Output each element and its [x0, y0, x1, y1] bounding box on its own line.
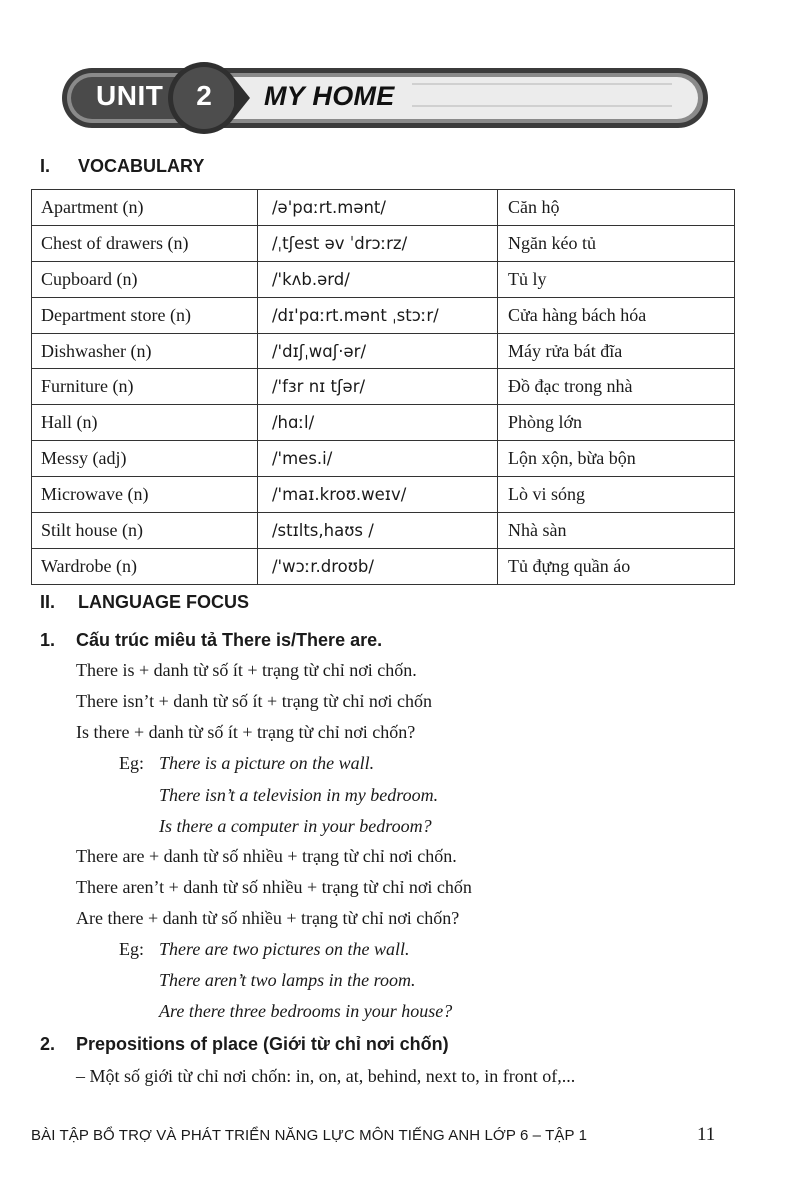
section-language-focus-heading [40, 592, 249, 613]
item-number: 1. [40, 630, 56, 650]
vocab-word: Furniture (n) [32, 369, 258, 405]
vocabulary-table [31, 189, 735, 585]
focus-item-1-heading [40, 630, 382, 651]
vocab-meaning: Tủ đựng quần áo [498, 548, 735, 584]
vocab-meaning: Ngăn kéo tủ [498, 225, 735, 261]
vocab-meaning: Căn hộ [498, 190, 735, 226]
vocabulary-row [32, 548, 735, 584]
section-number: II. [40, 592, 56, 612]
vocab-meaning: Lò vi sóng [498, 477, 735, 513]
section-number: I. [40, 156, 51, 176]
unit-label: UNIT [96, 80, 164, 111]
example-sentence: There aren’t two lamps in the room. [159, 970, 416, 990]
vocab-pronunciation: /hɑːl/ [258, 405, 498, 441]
vocab-meaning: Phòng lớn [498, 405, 735, 441]
example-sentence: Are there three bedrooms in your house? [159, 1001, 453, 1021]
vocabulary-row [32, 513, 735, 549]
vocab-pronunciation: /'mes.i/ [258, 441, 498, 477]
example-label: Eg: [119, 753, 144, 773]
section-title: VOCABULARY [78, 156, 205, 176]
vocab-pronunciation: /stɪlts,haʊs / [258, 513, 498, 549]
vocabulary-row [32, 297, 735, 333]
vocab-word: Microwave (n) [32, 477, 258, 513]
vocab-word: Stilt house (n) [32, 513, 258, 549]
unit-banner [62, 60, 714, 140]
vocabulary-row [32, 261, 735, 297]
vocab-meaning: Đồ đạc trong nhà [498, 369, 735, 405]
vocabulary-row [32, 190, 735, 226]
example-sentence: Is there a computer in your bedroom? [159, 816, 432, 836]
vocabulary-row [32, 405, 735, 441]
vocab-meaning: Cửa hàng bách hóa [498, 297, 735, 333]
footer-book-title: BÀI TẬP BỔ TRỢ VÀ PHÁT TRIỂN NĂNG LỰC MÔN TIẾNG ANH LỚP 6 – TẬP 1 [31, 1127, 588, 1144]
vocab-pronunciation: /ˌtʃest əv ˈdrɔːrz/ [258, 225, 498, 261]
vocab-meaning: Nhà sàn [498, 513, 735, 549]
vocab-word: Wardrobe (n) [32, 548, 258, 584]
vocab-pronunciation: /dɪ'pɑːrt.mənt ˌstɔːr/ [258, 297, 498, 333]
section-vocabulary-heading [40, 156, 204, 177]
example-sentence: There are two pictures on the wall. [159, 939, 410, 959]
prepositions-line: – Một số giới từ chỉ nơi chốn: in, on, at, behind, next to, in front of,... [76, 1066, 576, 1086]
focus-item-2-heading [40, 1034, 449, 1055]
rule-line: Are there + danh từ số nhiều + trạng từ chỉ nơi chốn? [76, 908, 460, 928]
vocabulary-row [32, 477, 735, 513]
vocab-meaning: Lộn xộn, bừa bộn [498, 441, 735, 477]
example-sentence: There is a picture on the wall. [159, 753, 375, 773]
vocab-word: Chest of drawers (n) [32, 225, 258, 261]
vocab-word: Department store (n) [32, 297, 258, 333]
example-sentence: There isn’t a television in my bedroom. [159, 785, 439, 805]
vocab-pronunciation: /'wɔːr.droʊb/ [258, 548, 498, 584]
example-label: Eg: [119, 939, 144, 959]
unit-title: MY HOME [264, 81, 395, 111]
rule-line: Is there + danh từ số ít + trạng từ chỉ nơi chốn? [76, 722, 416, 742]
rule-line: There is + danh từ số ít + trạng từ chỉ nơi chốn. [76, 660, 417, 680]
rule-line: There isn’t + danh từ số ít + trạng từ chỉ nơi chốn [76, 691, 432, 711]
vocabulary-table-body [32, 190, 735, 585]
unit-number: 2 [196, 80, 212, 111]
vocab-meaning: Máy rửa bát đĩa [498, 333, 735, 369]
section-title: LANGUAGE FOCUS [78, 592, 249, 612]
vocab-pronunciation: /'dɪʃˌwɑʃ·ər/ [258, 333, 498, 369]
item-number: 2. [40, 1034, 56, 1054]
vocabulary-row [32, 369, 735, 405]
vocab-pronunciation: /'fɜr nɪ tʃər/ [258, 369, 498, 405]
vocab-word: Cupboard (n) [32, 261, 258, 297]
vocab-meaning: Tủ ly [498, 261, 735, 297]
vocabulary-row [32, 225, 735, 261]
rule-line: There aren’t + danh từ số nhiều + trạng từ chỉ nơi chốn [76, 877, 472, 897]
rule-line: There are + danh từ số nhiều + trạng từ chỉ nơi chốn. [76, 846, 457, 866]
item-title: Prepositions of place (Giới từ chỉ nơi chốn) [76, 1034, 449, 1054]
vocab-pronunciation: /'maɪ.kroʊ.weɪv/ [258, 477, 498, 513]
vocab-word: Apartment (n) [32, 190, 258, 226]
vocab-pronunciation: /ə'pɑːrt.mənt/ [258, 190, 498, 226]
item-title: Cấu trúc miêu tả There is/There are. [76, 630, 383, 650]
vocab-word: Messy (adj) [32, 441, 258, 477]
vocab-word: Hall (n) [32, 405, 258, 441]
vocab-word: Dishwasher (n) [32, 333, 258, 369]
vocabulary-row [32, 441, 735, 477]
vocabulary-row [32, 333, 735, 369]
vocab-pronunciation: /'kʌb.ərd/ [258, 261, 498, 297]
page-number: 11 [697, 1124, 716, 1145]
